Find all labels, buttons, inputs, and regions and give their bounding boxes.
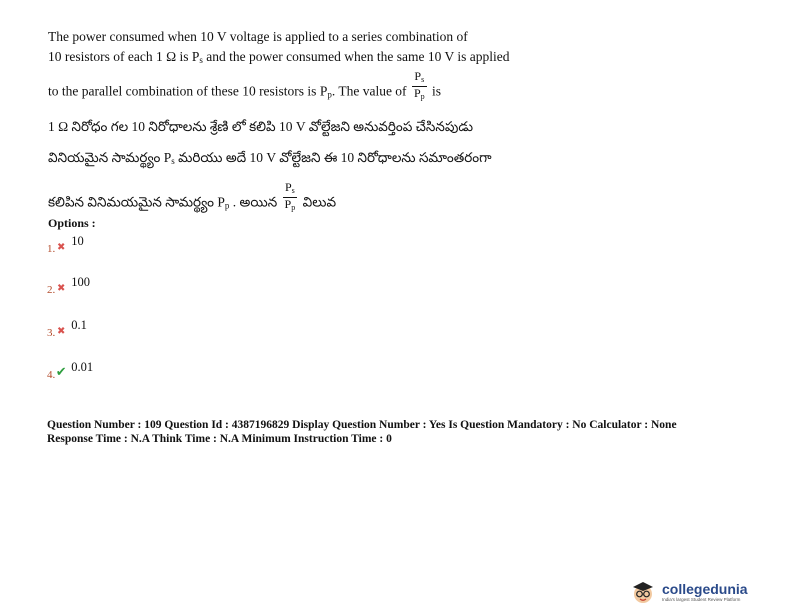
question-line: 1 Ω నిరోధం గల 10 నిరోధాలను శ్రేణి లో కలిపి 10 V వోల్టేజని అనువర్తింప చేసినపుడు [48, 119, 474, 134]
question-line: to the parallel combination of these 10 resistors is $P_p$. The value of $\frac{Ps}{Pp}$ is [48, 69, 442, 101]
option-value: 0.1 [71, 318, 87, 332]
logo-name: collegedunia [662, 581, 748, 597]
cross-icon: ✖ [57, 326, 66, 337]
option-number: 4. [47, 369, 56, 381]
option-value: 100 [71, 275, 90, 289]
mascot-icon [630, 579, 656, 605]
option-value: 10 [71, 234, 84, 248]
options-heading: Options : [48, 216, 96, 230]
fraction-ps-pp: $\frac{Ps}{Pp}$ [413, 69, 425, 101]
subscript: p [327, 89, 332, 100]
collegedunia-logo [630, 575, 780, 609]
question-english [48, 27, 570, 109]
question-line: కలిపిన వినిమయమైన సామర్థ్యం $P_p$ . అయిన $\frac{Ps}{Pp}$ విలువ [48, 180, 337, 212]
subscript: s [171, 156, 175, 166]
option-2[interactable] [47, 275, 90, 296]
option-4[interactable] [47, 359, 94, 381]
question-line: 10 resistors of each 1 Ω is $P_s$ and the power consumed when the same 10 V is applied [48, 49, 510, 65]
metadata-line: Response Time : N.A Think Time : N.A Minimum Instruction Time : 0 [47, 433, 392, 445]
option-number: 1. [47, 243, 56, 255]
question-metadata [47, 418, 747, 446]
option-value: 0.01 [71, 360, 94, 374]
cross-icon: ✖ [57, 242, 66, 253]
logo-tagline: India's largest Student Review Platform [662, 597, 741, 602]
option-3[interactable] [47, 318, 87, 339]
metadata-line: Question Number : 109 Question Id : 4387196829 Display Question Number : Yes Is Question Mandatory : No Calculator : None [47, 419, 677, 431]
option-1[interactable] [47, 234, 84, 255]
cross-icon: ✖ [57, 283, 66, 294]
option-number: 2. [47, 284, 56, 296]
subscript: s [199, 55, 203, 65]
option-number: 3. [47, 327, 56, 339]
fraction-ps-pp: $\frac{Ps}{Pp}$ [284, 180, 296, 212]
question-line: వినియమైన సామర్థ్యం $P_s$ మరియు అదే 10 V వోల్టేజని ఈ 10 నిరోధాలను సమాంతరంగా [48, 150, 492, 166]
subscript: p [224, 200, 230, 211]
question-telugu [48, 117, 608, 220]
question-line: The power consumed when 10 V voltage is applied to a series combination of [48, 29, 468, 44]
check-icon: ✔ [55, 364, 67, 379]
